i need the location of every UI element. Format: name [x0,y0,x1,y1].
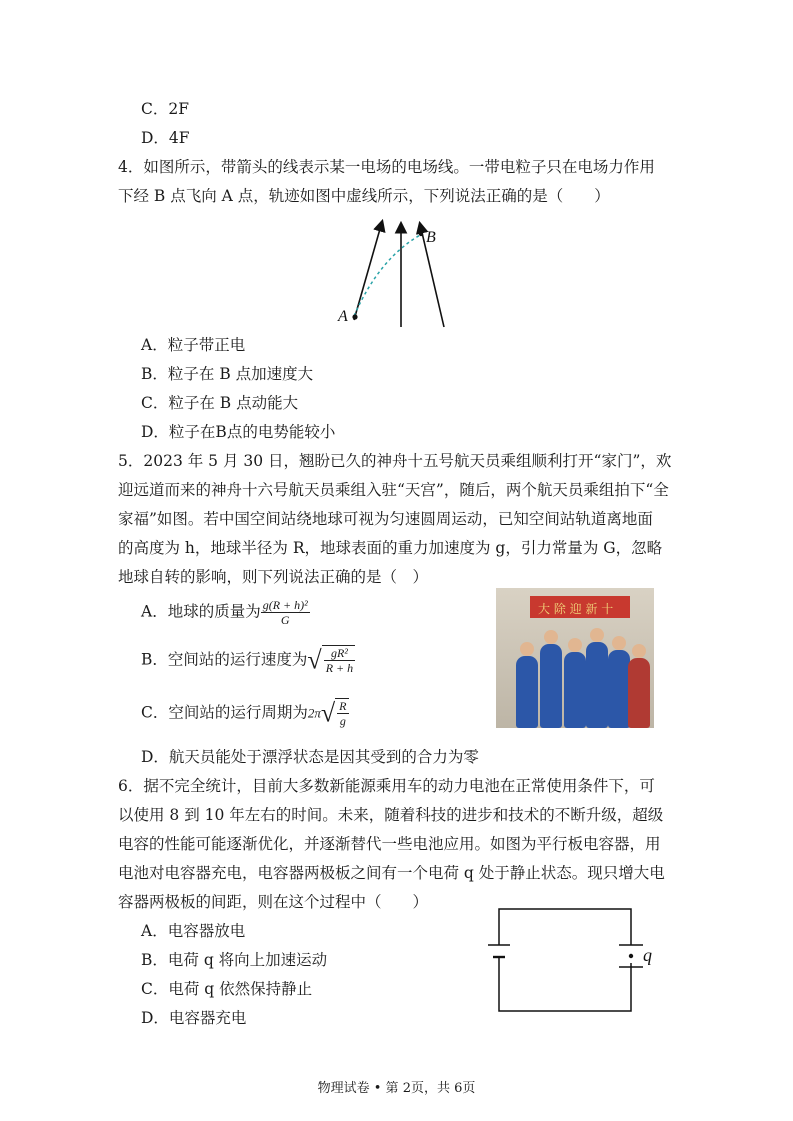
q5-option-b-text: B．空间站的运行速度为 [141,650,308,669]
q4-option-a: A．粒子带正电 [141,336,246,354]
q6-option-d: D．电容器充电 [141,1009,247,1027]
q4-stem-line-1: 4．如图所示，带箭头的线表示某一电场的电场线。一带电粒子只在电场力作用 [118,158,655,176]
astronaut-head [632,644,646,658]
q6-option-b: B．电荷 q 将向上加速运动 [141,951,328,969]
astronaut-head [568,638,582,652]
astronaut-head [520,642,534,656]
point-a-dot [352,314,357,319]
charge-q-label: q [643,945,652,965]
velocity-sqrt: √ $\frac{\text{gR²}}{R + h}$ [307,645,354,675]
astronaut-head [544,630,558,644]
capacitor-circuit-diagram [485,905,665,1015]
astronaut-figure [564,652,586,728]
q6-stem-line-4: 电池对电容器充电，电容器两极板之间有一个电荷 q 处于静止状态。现只增大电 [118,864,665,882]
circuit-wire [499,963,631,1011]
q6-option-c: C．电荷 q 依然保持静止 [141,980,313,998]
q6-stem-line-3: 电容的性能可能逐渐优化，并逐渐替代一些电池应用。如图为平行板电容器，用 [118,835,661,853]
fraction-numerator: gR² [324,646,355,661]
astronaut-figure [586,642,608,728]
q3-option-d: D．4F [141,129,190,147]
q6-stem-line-2: 以使用 8 到 10 年左右的时间。未来，随着科技的进步和技术的不断升级，超级 [118,806,664,824]
fraction-numerator: g(R + h)² [262,598,308,612]
charge-q-dot [629,954,633,958]
astronaut-figure [540,644,562,728]
electric-field-diagram [330,212,460,332]
point-b-label: B [426,229,436,246]
astronaut-figure [516,656,538,728]
q4-option-d: D．粒子在B点的电势能较小 [141,423,336,441]
two-pi-coefficient: 2π [307,705,321,721]
fraction-denominator: R + h [325,661,354,675]
fraction-denominator: G [280,613,290,627]
q5-option-a-text: A．地球的质量为 [141,602,261,621]
q6-option-a: A．电容器放电 [141,922,246,940]
fraction-numerator: R [339,699,347,713]
q6-stem-line-1: 6．据不完全统计，目前大多数新能源乘用车的动力电池在正常使用条件下，可 [118,777,655,795]
astronaut-head [590,628,604,642]
q5-stem-line-1: 5．2023 年 5 月 30 日，翘盼已久的神舟十五号航天员乘组顺利打开“家门”，欢 [118,452,672,470]
earth-mass-fraction [261,598,310,627]
circuit-wire [499,909,631,941]
q5-stem-line-5: 地球自转的影响，则下列说法正确的是（ ） [118,568,429,586]
q6-stem-line-5: 容器两极板的间距，则在这个过程中（ ） [118,893,429,911]
q3-option-c: C．2F [141,100,189,118]
astronaut-figure [608,650,630,728]
astronaut-head [612,636,626,650]
page-footer: 物理试卷 • 第 2页，共 6页 [317,1081,476,1096]
trajectory-dashed-curve [354,234,422,316]
astronaut-figure [628,658,650,728]
field-line-left [354,222,382,320]
q4-option-c: C．粒子在 B 点动能大 [141,394,299,412]
q5-option-c [141,698,349,729]
new-year-banner: 大 除 迎 新 十 [530,596,630,618]
q5-stem-line-4: 的高度为 h，地球半径为 R，地球表面的重力加速度为 g，引力常量为 G，忽略 [118,539,663,557]
point-b-dot [419,232,423,236]
astronaut-group-photo [496,588,654,728]
q5-stem-line-2: 迎远道而来的神舟十六号航天员乘组入驻“天宫”，随后，两个航天员乘组拍下“全 [118,481,669,499]
period-sqrt: √ $\frac{R}{g}$ [320,698,347,728]
q5-option-d: D．航天员能处于漂浮状态是因其受到的合力为零 [141,748,479,766]
q5-stem-line-3: 家福”如图。若中国空间站绕地球可视为匀速圆周运动，已知空间站轨道离地面 [118,510,653,528]
q5-option-b [141,645,355,676]
q5-option-c-text: C．空间站的运行周期为 [141,703,308,722]
q4-stem-line-2: 下经 B 点飞向 A 点，轨迹如图中虚线所示，下列说法正确的是（ ） [118,187,610,205]
fraction-denominator: g [339,714,346,728]
q5-option-a [141,598,310,627]
point-a-label: A [338,308,348,325]
q4-option-b: B．粒子在 B 点加速度大 [141,365,314,383]
